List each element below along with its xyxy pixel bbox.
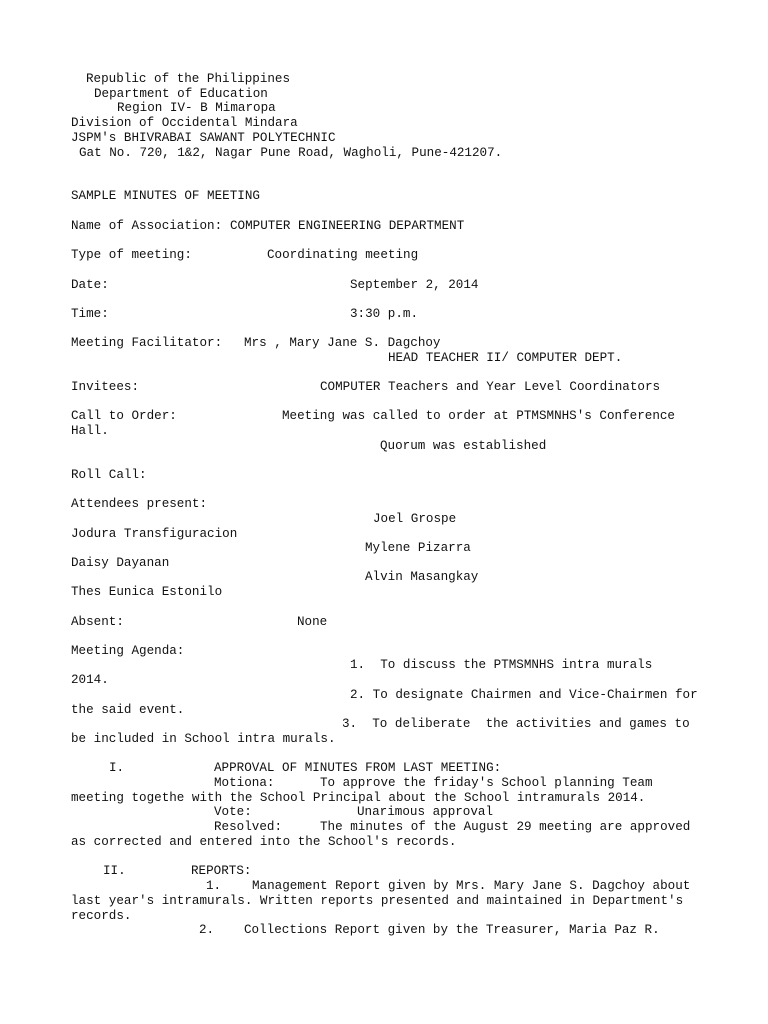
report-text-continued: records. bbox=[71, 909, 132, 923]
agenda-label: Meeting Agenda: bbox=[71, 644, 185, 658]
time-label: Time: bbox=[71, 307, 109, 321]
vote-label: Vote: bbox=[214, 805, 252, 819]
roll-call-label: Roll Call: bbox=[71, 468, 147, 482]
attendee-name: Joel Grospe bbox=[373, 512, 457, 526]
agenda-item-continued: 2014. bbox=[71, 673, 109, 687]
report-number: 1. bbox=[206, 879, 222, 893]
meeting-type-value: Coordinating meeting bbox=[267, 248, 419, 262]
association-label: Name of Association: bbox=[71, 219, 223, 233]
header-line-republic: Republic of the Philippines bbox=[86, 72, 291, 86]
header-line-address: Gat No. 720, 1&2, Nagar Pune Road, Wagholi, Pune-421207. bbox=[79, 146, 503, 160]
agenda-item-continued: be included in School intra murals. bbox=[71, 732, 336, 746]
agenda-item-continued: the said event. bbox=[71, 703, 185, 717]
section-numeral: II. bbox=[103, 864, 126, 878]
motion-text-continued: meeting togethe with the School Principal about the School intramurals 2014. bbox=[71, 791, 646, 805]
absent-value: None bbox=[297, 615, 328, 629]
section-numeral: I. bbox=[109, 761, 125, 775]
date-label: Date: bbox=[71, 278, 109, 292]
attendee-name: Alvin Masangkay bbox=[365, 570, 479, 584]
document-title: SAMPLE MINUTES OF MEETING bbox=[71, 189, 260, 203]
invitees-label: Invitees: bbox=[71, 380, 140, 394]
agenda-item: 3. To deliberate the activities and games to bbox=[342, 717, 690, 731]
attendee-name: Jodura Transfiguracion bbox=[71, 527, 238, 541]
motion-label: Motiona: bbox=[214, 776, 275, 790]
motion-text: To approve the friday's School planning Team bbox=[320, 776, 653, 790]
resolved-text: The minutes of the August 29 meeting are approved bbox=[320, 820, 691, 834]
absent-label: Absent: bbox=[71, 615, 124, 629]
report-number: 2. bbox=[199, 923, 215, 937]
call-to-order-continued: Hall. bbox=[71, 424, 109, 438]
report-text: Collections Report given by the Treasurer, Maria Paz R. bbox=[244, 923, 660, 937]
attendee-name: Mylene Pizarra bbox=[365, 541, 471, 555]
report-text-continued: last year's intramurals. Written reports presented and maintained in Department's bbox=[71, 894, 684, 908]
call-to-order-label: Call to Order: bbox=[71, 409, 177, 423]
agenda-item: 2. To designate Chairmen and Vice-Chairmen for bbox=[350, 688, 698, 702]
report-text: Management Report given by Mrs. Mary Jane S. Dagchoy about bbox=[252, 879, 691, 893]
section-heading: APPROVAL OF MINUTES FROM LAST MEETING: bbox=[214, 761, 502, 775]
date-value: September 2, 2014 bbox=[350, 278, 479, 292]
facilitator-value: Mrs , Mary Jane S. Dagchoy bbox=[244, 336, 441, 350]
association-value: COMPUTER ENGINEERING DEPARTMENT bbox=[230, 219, 465, 233]
facilitator-title: HEAD TEACHER II/ COMPUTER DEPT. bbox=[388, 351, 623, 365]
header-line-region: Region IV- B Mimaropa bbox=[117, 101, 276, 115]
header-line-department: Department of Education bbox=[94, 87, 268, 101]
attendee-name: Daisy Dayanan bbox=[71, 556, 170, 570]
section-heading: REPORTS: bbox=[191, 864, 252, 878]
header-line-division: Division of Occidental Mindara bbox=[71, 116, 298, 130]
agenda-item: 1. To discuss the PTMSMNHS intra murals bbox=[350, 658, 653, 672]
call-to-order-value: Meeting was called to order at PTMSMNHS's Conference bbox=[282, 409, 675, 423]
vote-text: Unarimous approval bbox=[357, 805, 494, 819]
invitees-value: COMPUTER Teachers and Year Level Coordinators bbox=[320, 380, 661, 394]
header-line-school: JSPM's BHIVRABAI SAWANT POLYTECHNIC bbox=[71, 131, 336, 145]
attendee-name: Thes Eunica Estonilo bbox=[71, 585, 223, 599]
quorum-text: Quorum was established bbox=[380, 439, 547, 453]
resolved-text-continued: as corrected and entered into the School's records. bbox=[71, 835, 457, 849]
time-value: 3:30 p.m. bbox=[350, 307, 419, 321]
attendees-label: Attendees present: bbox=[71, 497, 208, 511]
resolved-label: Resolved: bbox=[214, 820, 283, 834]
meeting-type-label: Type of meeting: bbox=[71, 248, 192, 262]
facilitator-label: Meeting Facilitator: bbox=[71, 336, 223, 350]
